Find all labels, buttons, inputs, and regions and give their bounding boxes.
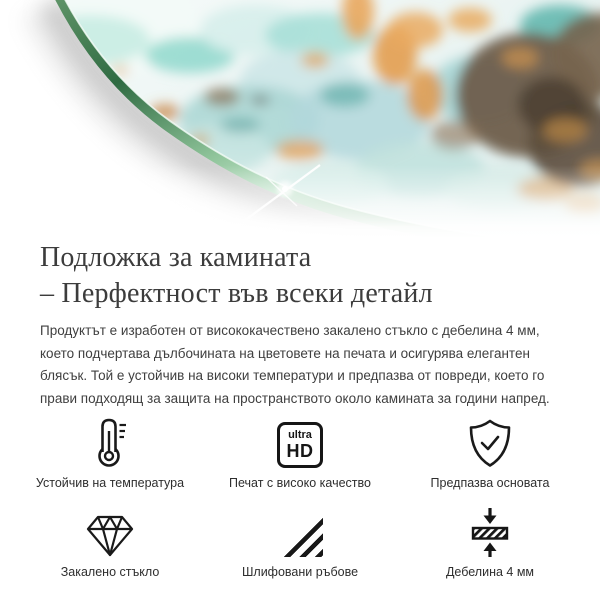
feature-label: Печат с високо качество (229, 476, 371, 490)
page-title (40, 240, 560, 312)
feature-print-quality (205, 418, 395, 490)
feature-temperature (15, 418, 205, 490)
product-description-section (0, 240, 600, 410)
feature-label: Шлифовани ръбове (241, 565, 359, 579)
feature-label: Устойчив на температура (35, 476, 185, 490)
feature-polished-edges (205, 507, 395, 579)
image-fade (0, 165, 600, 238)
polished-edges-icon (277, 507, 323, 557)
shield-check-icon (467, 418, 513, 468)
thickness-icon (470, 507, 510, 557)
feature-thickness (395, 507, 585, 579)
thermometer-icon (91, 418, 129, 468)
product-description: Продуктът е изработен от висококачествено закалено стъкло с дебелина 4 мм, което подчертава дълбочината на цветовете на печата и осигурява елегантен блясък. Той е устойчив на високи температури и предпазва от повреди, което го прави подходящ за защита на пространството около камината за години напред. (40, 323, 550, 406)
glass-mat-image (0, 0, 600, 238)
feature-tempered-glass (15, 507, 205, 579)
diamond-icon (86, 507, 134, 557)
feature-label: Дебелина 4 мм (445, 565, 535, 579)
title-line-2: – Перфектност във всеки детайл (40, 278, 433, 309)
feature-protects-base (395, 418, 585, 490)
feature-label: Закалено стъкло (60, 565, 160, 579)
uhd-text-top: ultra (288, 429, 312, 441)
ultra-hd-icon (277, 418, 323, 468)
features-grid (15, 418, 585, 579)
uhd-text-bottom: HD (286, 441, 314, 461)
feature-label: Предпазва основата (430, 476, 550, 490)
product-photo (0, 0, 600, 238)
title-line-1: Подложка за камината (40, 242, 312, 273)
